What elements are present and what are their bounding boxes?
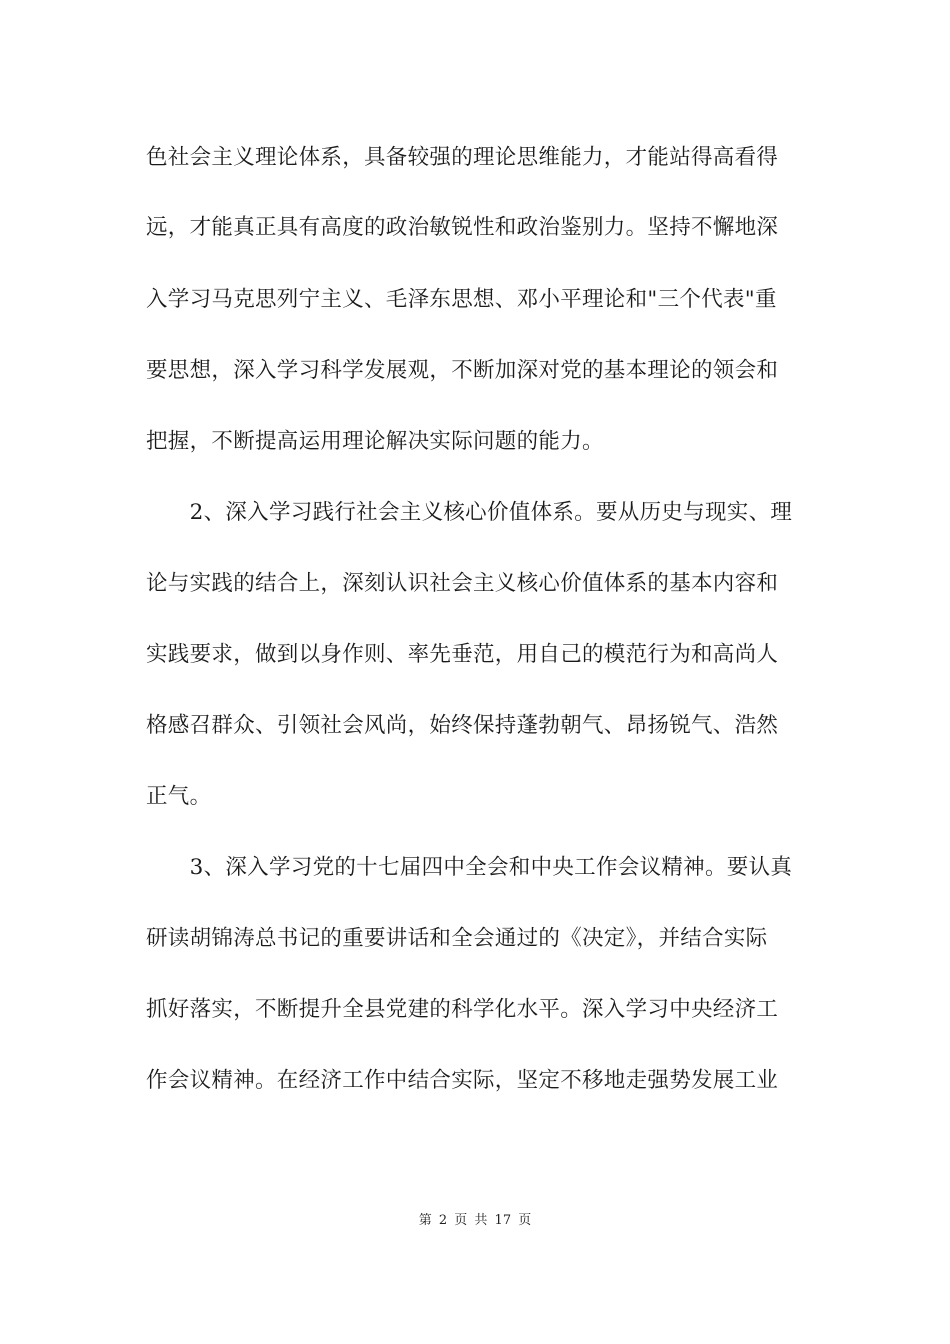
text-line-2: 远，才能真正具有高度的政治敏锐性和政治鉴别力。坚持不懈地深 [146, 215, 779, 240]
text-line-9: 格感召群众、引领社会风尚，始终保持蓬勃朝气、昂扬锐气、浩然 [146, 713, 779, 738]
text-line-7: 论与实践的结合上，深刻认识社会主义核心价值体系的基本内容和 [146, 571, 779, 596]
text-line-4: 要思想，深入学习科学发展观，不断加深对党的基本理论的领会和 [146, 358, 779, 383]
text-line-13: 抓好落实，不断提升全县党建的科学化水平。深入学习中央经济工 [146, 997, 779, 1022]
text-line-10: 正气。 [146, 784, 212, 809]
text-line-11: 3、深入学习党的十七届四中全会和中央工作会议精神。要认真 [146, 855, 793, 880]
text-line-8: 实践要求，做到以身作则、率先垂范，用自己的模范行为和高尚人 [146, 642, 779, 667]
text-line-3: 入学习马克思列宁主义、毛泽东思想、邓小平理论和"三个代表"重 [146, 287, 777, 312]
text-line-1: 色社会主义理论体系，具备较强的理论思维能力，才能站得高看得 [146, 145, 779, 170]
page-number-footer: 第 2 页 共 17 页 [418, 1213, 532, 1228]
text-line-5: 把握，不断提高运用理论解决实际问题的能力。 [146, 429, 604, 454]
text-line-6: 2、深入学习践行社会主义核心价值体系。要从历史与现实、理 [146, 500, 793, 525]
text-line-14: 作会议精神。在经济工作中结合实际，坚定不移地走强势发展工业 [146, 1068, 779, 1093]
text-line-12: 研读胡锦涛总书记的重要讲话和全会通过的《决定》，并结合实际 [146, 926, 768, 951]
